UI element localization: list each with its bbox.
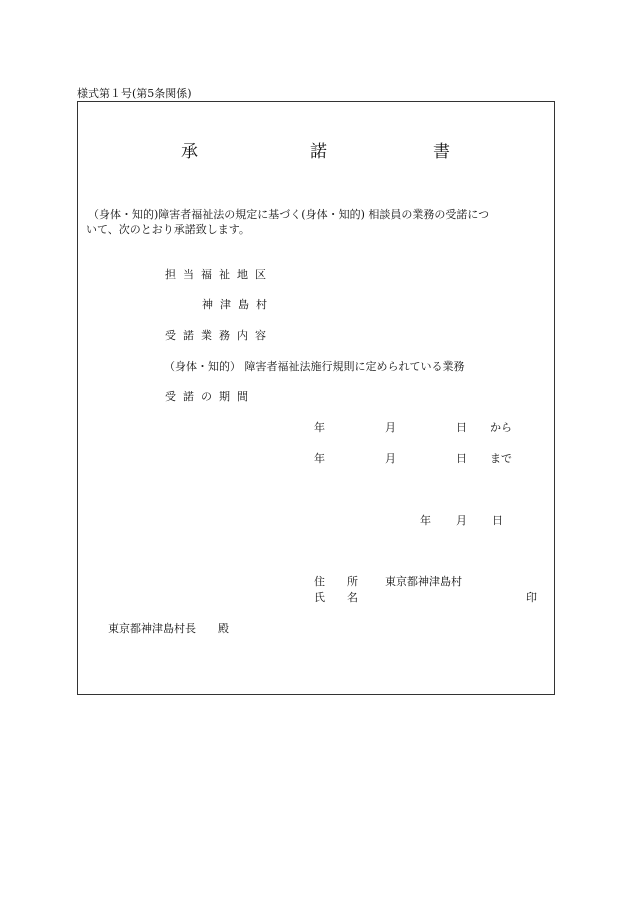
period-label: 受諾の期間	[165, 390, 255, 403]
address-value: 東京都神津島村	[385, 575, 462, 588]
form-frame	[77, 101, 555, 695]
seal-mark: 印	[526, 591, 537, 604]
duties-value: （身体・知的） 障害者福祉法施行規則に定められている業務	[164, 360, 465, 373]
addressee: 東京都神津島村長 殿	[108, 622, 229, 635]
intro-line-1: （身体・知的)障害者福祉法の規定に基づく(身体・知的) 相談員の業務の受諾につ	[88, 208, 490, 221]
name-label: 氏 名	[314, 591, 358, 604]
period-start-day: 日	[456, 421, 467, 434]
period-start-year: 年	[314, 421, 325, 434]
date-month: 月	[456, 514, 467, 527]
intro-line-2: いて、次のとおり承諾致します。	[86, 223, 250, 236]
period-end-day: 日	[456, 452, 467, 465]
period-end-suffix: まで	[490, 452, 512, 465]
title-char-2: 諾	[310, 142, 327, 162]
period-start-month: 月	[385, 421, 396, 434]
period-end-month: 月	[385, 452, 396, 465]
district-label: 担当福祉地区	[165, 268, 273, 281]
date-day: 日	[492, 514, 503, 527]
duties-label: 受諾業務内容	[165, 329, 273, 342]
date-year: 年	[420, 514, 431, 527]
title-char-1: 承	[181, 142, 198, 162]
period-end-year: 年	[314, 452, 325, 465]
form-number: 様式第１号(第5条関係)	[77, 87, 192, 100]
title-char-3: 書	[433, 142, 450, 162]
district-value: 神津島村	[202, 298, 274, 311]
address-label: 住 所	[314, 575, 358, 588]
period-start-suffix: から	[490, 421, 512, 434]
